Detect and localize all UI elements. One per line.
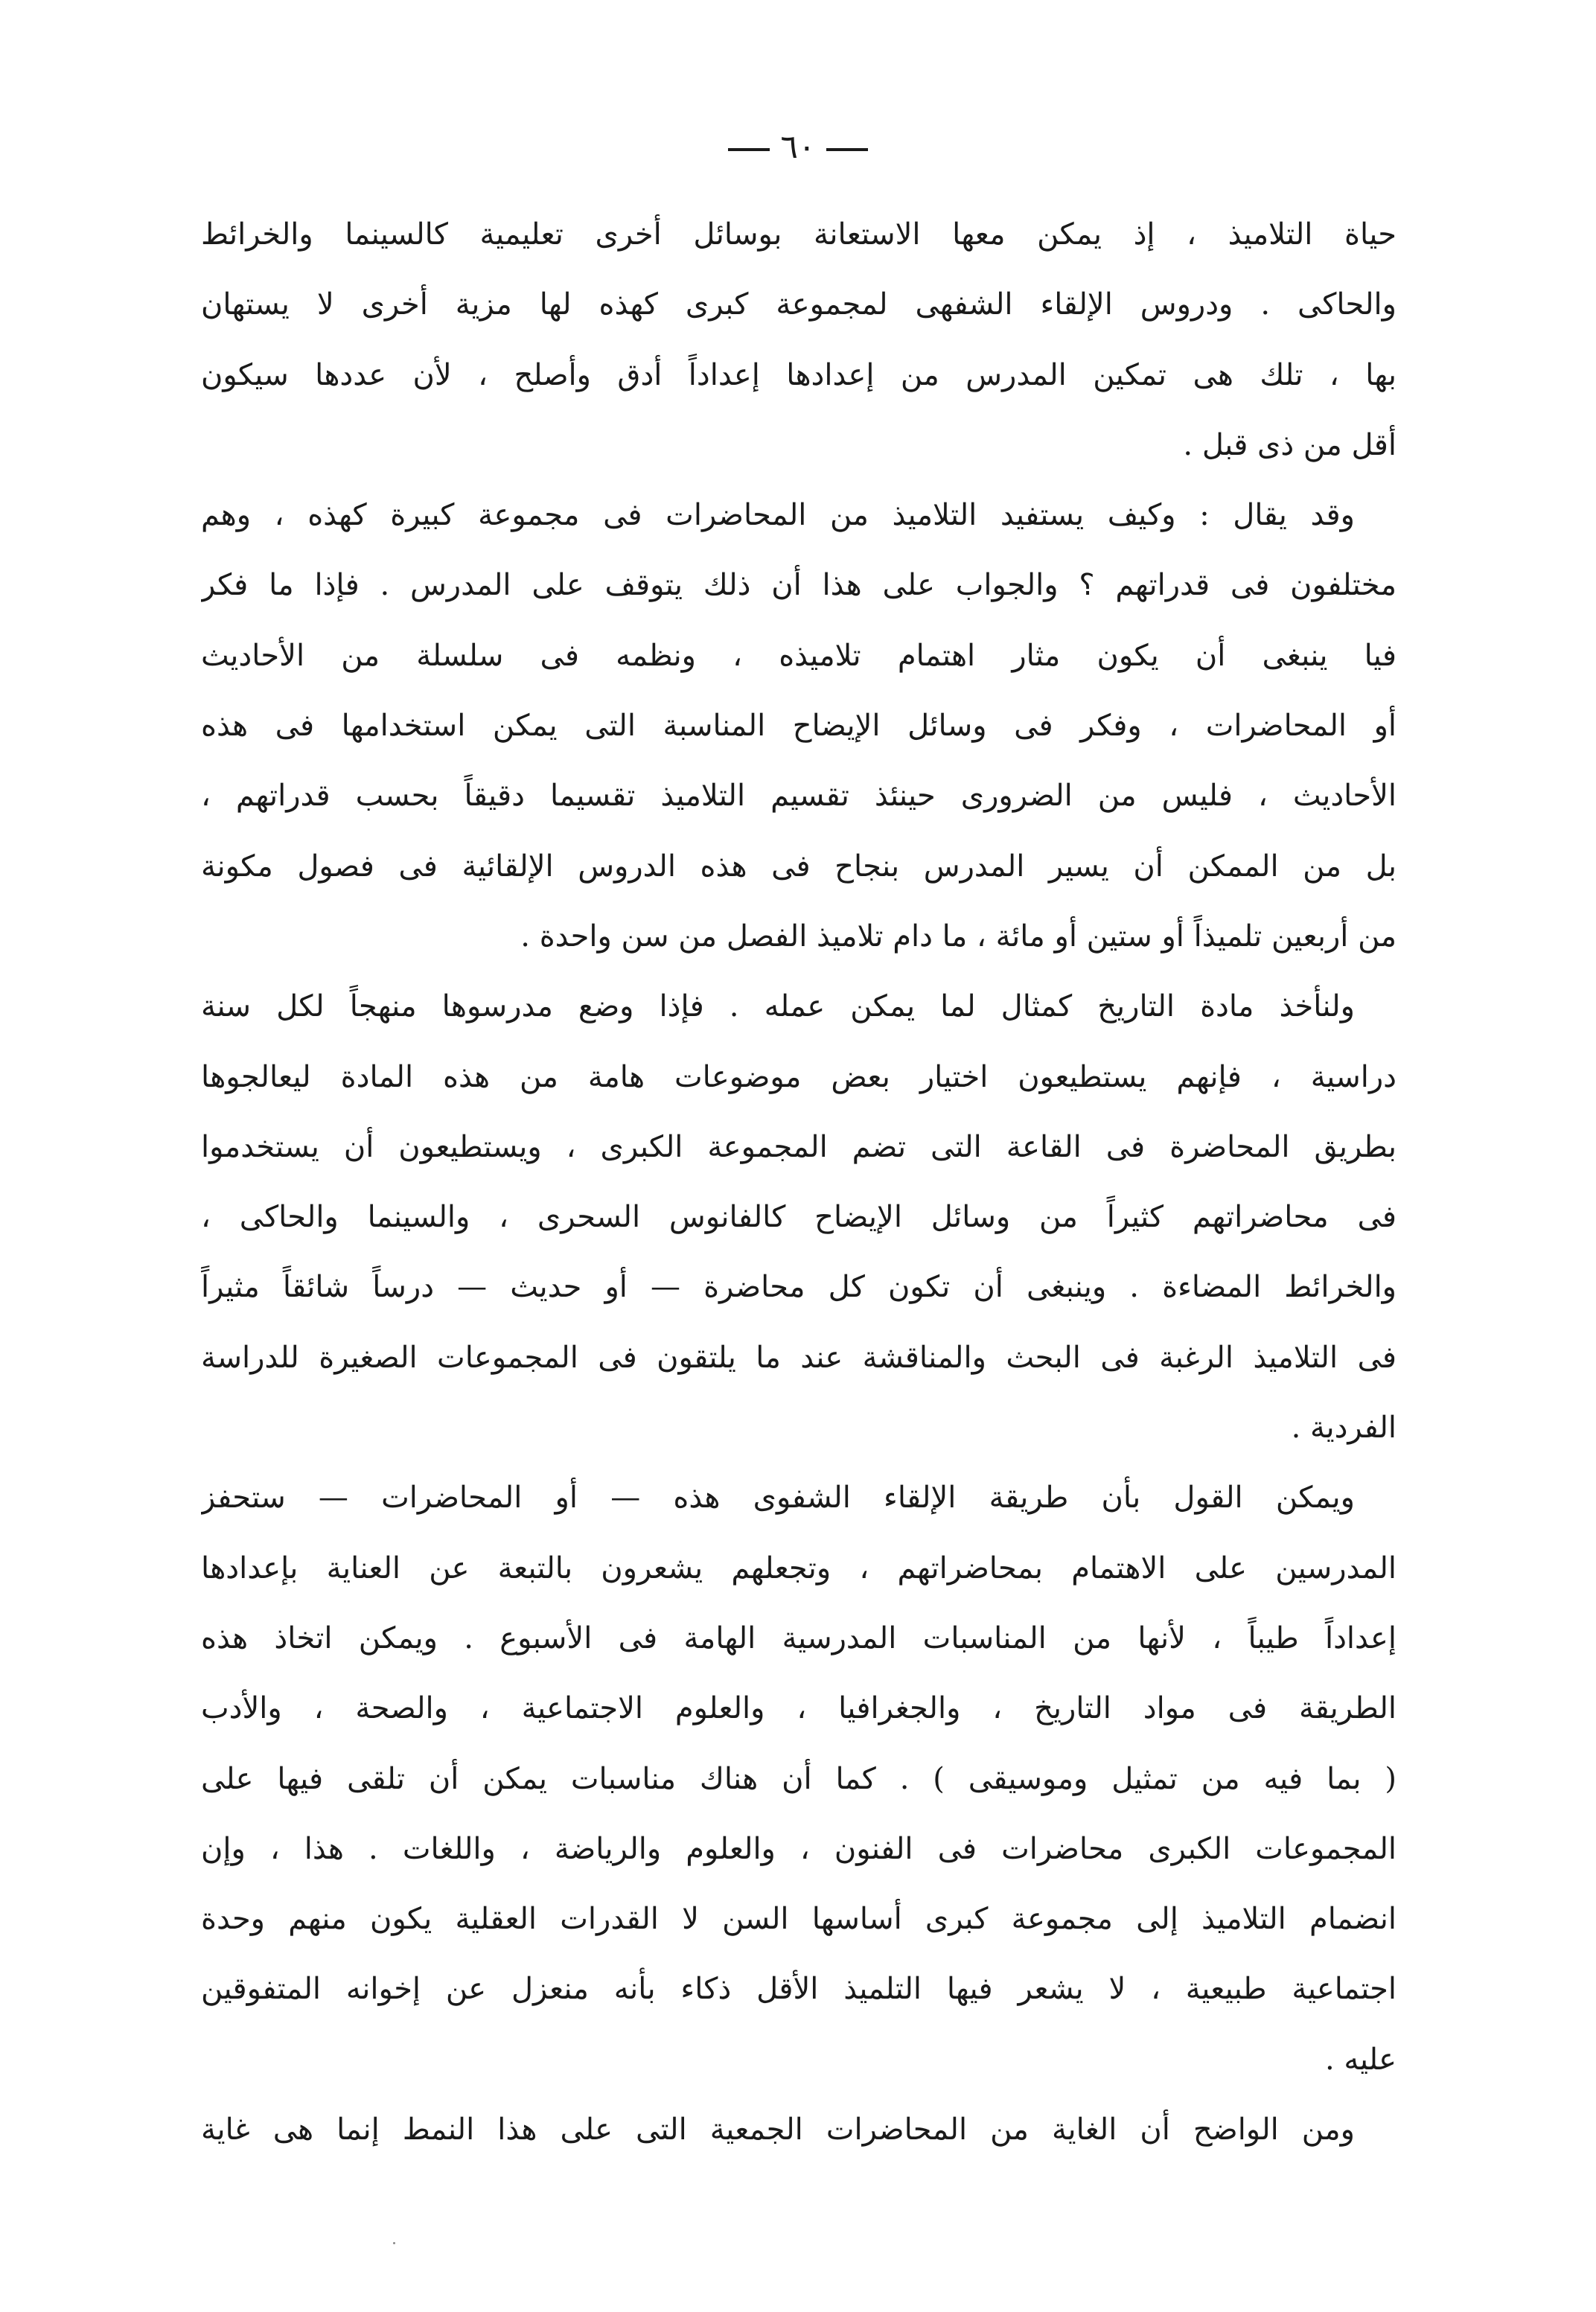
text-line: بطريق المحاضرة فى القاعة التى تضم المجموعة الكبرى ، ويستطيعون أن يستخدموا <box>201 1129 1396 1164</box>
text-line: مختلفون فى قدراتهم ؟ والجواب على هذا أن ذلك يتوقف على المدرس . فإذا ما فكر <box>201 568 1396 603</box>
text-line: المدرسين على الاهتمام بمحاضراتهم ، وتجعلهم يشعرون بالتبعة عن العناية بإعدادها <box>201 1551 1396 1585</box>
page-number-dash-left <box>728 148 770 151</box>
page-number <box>0 125 1596 170</box>
text-line: فى التلاميذ الرغبة فى البحث والمناقشة عند ما يلتقون فى المجموعات الصغيرة للدراسة <box>201 1340 1396 1375</box>
text-line: المجموعات الكبرى محاضرات فى الفنون ، والعلوم والرياضة ، واللغات . هذا ، وإن <box>201 1831 1396 1866</box>
text-line: الطريقة فى مواد التاريخ ، والجغرافيا ، والعلوم الاجتماعية ، والصحة ، والأدب <box>201 1691 1396 1726</box>
text-line: أقل من ذى قبل . <box>1183 427 1396 462</box>
text-line: انضمام التلاميذ إلى مجموعة كبرى أساسها السن لا القدرات العقلية يكون منهم وحدة <box>201 1902 1396 1937</box>
page-number-dash-right <box>826 148 868 151</box>
page-number-text: ٦٠ <box>780 128 816 166</box>
text-line: ولنأخذ مادة التاريخ كمثال لما يمكن عمله . فإذا وضع مدرسوها منهجاً لكل سنة <box>201 989 1355 1024</box>
text-line: من أربعين تلميذاً أو ستين أو مائة ، ما دام تلاميذ الفصل من سن واحدة . <box>520 919 1396 954</box>
text-line: الفردية . <box>1291 1411 1396 1446</box>
text-line: حياة التلاميذ ، إذ يمكن معها الاستعانة بوسائل أخرى تعليمية كالسينما والخرائط <box>201 217 1396 252</box>
text-line: أو المحاضرات ، وفكر فى وسائل الإيضاح المناسبة التى يمكن استخدامها فى هذه <box>201 709 1396 744</box>
text-line: وقد يقال : وكيف يستفيد التلاميذ من المحاضرات فى مجموعة كبيرة كهذه ، وهم <box>201 498 1355 533</box>
text-line: ( بما فيه من تمثيل وموسيقى ) . كما أن هناك مناسبات يمكن أن تلقى فيها على <box>201 1761 1396 1796</box>
text-line: اجتماعية طبيعية ، لا يشعر فيها التلميذ الأقل ذكاء بأنه منعزل عن إخوانه المتفوقين <box>201 1972 1396 2007</box>
text-line: والخرائط المضاءة . وينبغى أن تكون كل محاضرة — أو حديث — درساً شائقاً مثيراً <box>201 1270 1396 1305</box>
text-line: بها ، تلك هى تمكين المدرس من إعدادها إعداداً أدق وأصلح ، لأن عددها سيكون <box>201 357 1396 392</box>
body-text <box>201 199 1396 2165</box>
text-line: ومن الواضح أن الغاية من المحاضرات الجمعية التى على هذا النمط إنما هى غاية <box>201 2113 1355 2147</box>
text-line: ويمكن القول بأن طريقة الإلقاء الشفوى هذه — أو المحاضرات — ستحفز <box>201 1481 1355 1516</box>
text-line: عليه . <box>1324 2042 1396 2077</box>
text-line: بل من الممكن أن يسير المدرس بنجاح فى هذه الدروس الإلقائية فى فصول مكونة <box>201 849 1396 884</box>
text-line: فى محاضراتهم كثيراً من وسائل الإيضاح كالفانوس السحرى ، والسينما والحاكى ، <box>201 1200 1396 1235</box>
scan-speck <box>393 2242 395 2244</box>
text-line: الأحاديث ، فليس من الضرورى حينئذ تقسيم التلاميذ تقسيما دقيقاً بحسب قدراتهم ، <box>201 779 1396 814</box>
text-line: فيا ينبغى أن يكون مثار اهتمام تلاميذه ، ونظمه فى سلسلة من الأحاديث <box>201 638 1396 673</box>
text-line: والحاكى . ودروس الإلقاء الشفهى لمجموعة كبرى كهذه لها مزية أخرى لا يستهان <box>201 287 1396 322</box>
text-line: إعداداً طيباً ، لأنها من المناسبات المدرسية الهامة فى الأسبوع . ويمكن اتخاذ هذه <box>201 1620 1396 1655</box>
text-line: دراسية ، فإنهم يستطيعون اختيار بعض موضوعات هامة من هذه المادة ليعالجوها <box>201 1059 1396 1094</box>
